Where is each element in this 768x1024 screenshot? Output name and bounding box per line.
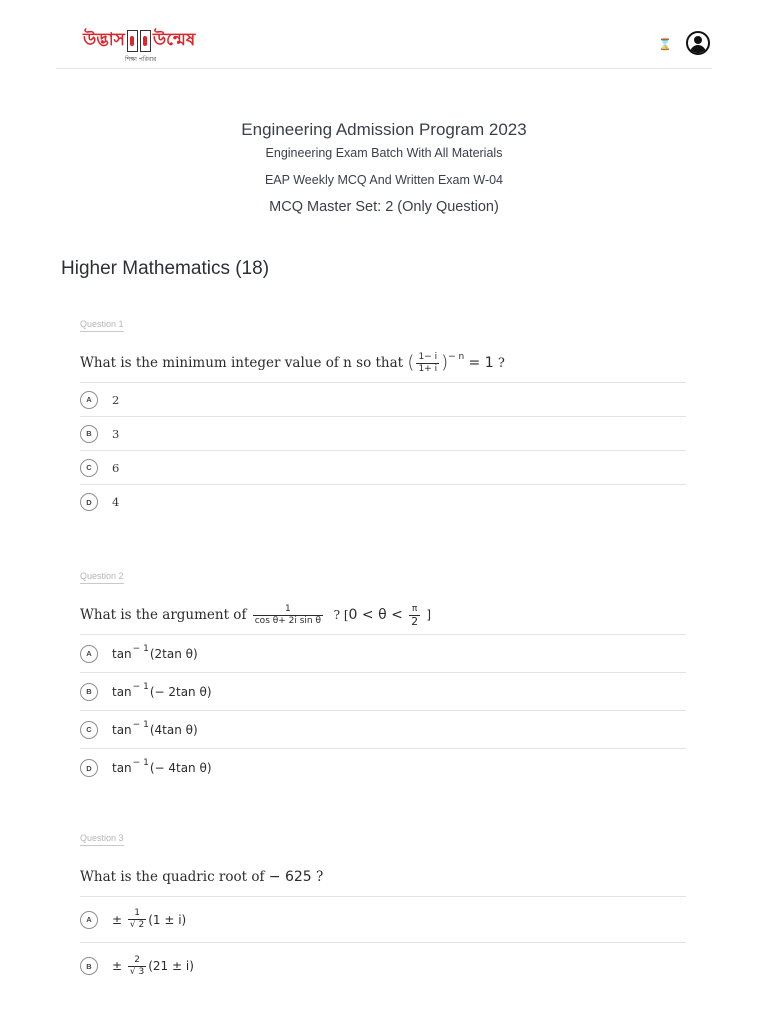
math-tail: ? [315, 869, 324, 885]
option-numerator: 1 [134, 908, 140, 918]
option-arg: (− 4tan θ) [149, 761, 212, 775]
option-badge: B [80, 425, 98, 443]
option-arg: (21 ± i) [148, 959, 194, 973]
option-a[interactable] [80, 897, 686, 943]
logo-emblem-icon [127, 30, 151, 52]
exam-title: EAP Weekly MCQ And Written Exam W-04 [264, 173, 504, 187]
option-arg: (4tan θ) [149, 722, 198, 737]
question-prompt: What is the quadric root of [80, 869, 265, 885]
math-numerator: 1 [285, 603, 291, 614]
math-pi-denominator: 2 [411, 614, 419, 628]
option-badge: B [80, 683, 98, 701]
option-text: 4 [112, 495, 120, 509]
set-title: MCQ Master Set: 2 (Only Question) [269, 199, 499, 215]
options-list [80, 382, 686, 519]
options-list [80, 896, 686, 989]
math-pi-fraction [409, 604, 420, 627]
option-badge: B [80, 957, 98, 975]
question-prompt: What is the minimum integer value of n so that [80, 355, 404, 371]
option-numerator: 2 [134, 954, 140, 965]
logo-text-left: উদ্ভাস [83, 30, 125, 50]
option-denominator: √ 2 [129, 920, 145, 930]
question-label: Question 3 [80, 833, 124, 846]
hourglass-icon: ⌛ [658, 38, 672, 51]
question-label: Question 2 [80, 571, 124, 584]
option-math [112, 908, 186, 931]
option-a[interactable] [80, 383, 686, 417]
top-header [56, 22, 712, 69]
math-open-paren: ( [407, 352, 415, 373]
question-math [251, 604, 431, 627]
math-exponent: − n [448, 352, 465, 362]
math-fraction [416, 352, 439, 375]
brand-logo[interactable] [83, 30, 195, 66]
option-exponent: − 1 [132, 758, 149, 768]
option-text: 2 [112, 392, 120, 407]
option-fraction [128, 955, 146, 978]
option-math [112, 719, 198, 737]
option-badge: C [80, 459, 98, 477]
math-condition: 0 < θ < [348, 607, 403, 623]
option-d[interactable] [80, 485, 686, 519]
math-denominator: 1+ i [418, 363, 438, 374]
option-a[interactable] [80, 635, 686, 673]
option-func: tan [112, 684, 132, 699]
question-card [80, 566, 686, 787]
math-numerator: 1− i [418, 351, 438, 362]
math-pi-numerator: π [411, 603, 418, 614]
option-badge: D [80, 759, 98, 777]
option-math [112, 681, 212, 699]
question-text [80, 862, 686, 892]
option-c[interactable] [80, 711, 686, 749]
question-card [80, 314, 686, 519]
option-badge: A [80, 911, 98, 929]
user-avatar-icon[interactable] [686, 31, 710, 55]
options-list [80, 634, 686, 787]
math-end: ] [426, 608, 432, 622]
option-plusminus: ± [112, 959, 123, 973]
math-denominator: cos θ+ 2i sin θ [254, 615, 321, 626]
option-text: 6 [112, 460, 120, 475]
option-plusminus: ± [112, 912, 123, 927]
math-value: − 625 [268, 869, 312, 885]
question-label: Question 1 [80, 319, 124, 332]
option-func: tan [112, 646, 132, 661]
math-tail: ? [497, 355, 505, 371]
option-badge: D [80, 493, 98, 511]
option-d[interactable] [80, 749, 686, 787]
question-prompt: What is the argument of [80, 607, 247, 623]
question-card [80, 828, 686, 989]
option-math [112, 955, 194, 978]
math-close-paren: ) [441, 352, 449, 373]
option-b[interactable] [80, 417, 686, 451]
batch-title: Engineering Exam Batch With All Materials [265, 146, 503, 160]
option-b[interactable] [80, 943, 686, 989]
option-denominator: √ 3 [129, 966, 145, 977]
option-text: 3 [112, 426, 120, 441]
logo-text-right: উন্মেষ [152, 30, 196, 50]
exam-titles [0, 118, 768, 217]
math-mid: ? [ [333, 608, 349, 622]
math-fraction [253, 604, 323, 627]
option-arg: (2tan θ) [149, 646, 198, 661]
option-arg: (− 2tan θ) [149, 684, 212, 699]
option-fraction [128, 908, 146, 931]
option-func: tan [112, 722, 132, 737]
option-math [112, 643, 198, 661]
option-exponent: − 1 [132, 681, 149, 692]
question-text [80, 348, 686, 378]
question-text [80, 600, 686, 630]
option-badge: A [80, 391, 98, 409]
option-exponent: − 1 [132, 719, 149, 730]
option-badge: A [80, 645, 98, 663]
option-c[interactable] [80, 451, 686, 485]
option-exponent: − 1 [132, 643, 149, 654]
section-title: Higher Mathematics (18) [61, 258, 270, 279]
option-b[interactable] [80, 673, 686, 711]
option-badge: C [80, 721, 98, 739]
option-arg: (1 ± i) [148, 912, 187, 927]
logo-subtitle: শিক্ষা পরিবার [125, 56, 157, 63]
program-title: Engineering Admission Program 2023 [241, 120, 527, 139]
math-equals: = 1 [468, 355, 494, 371]
option-func: tan [112, 761, 132, 775]
question-math [407, 352, 504, 375]
option-math [112, 758, 212, 775]
